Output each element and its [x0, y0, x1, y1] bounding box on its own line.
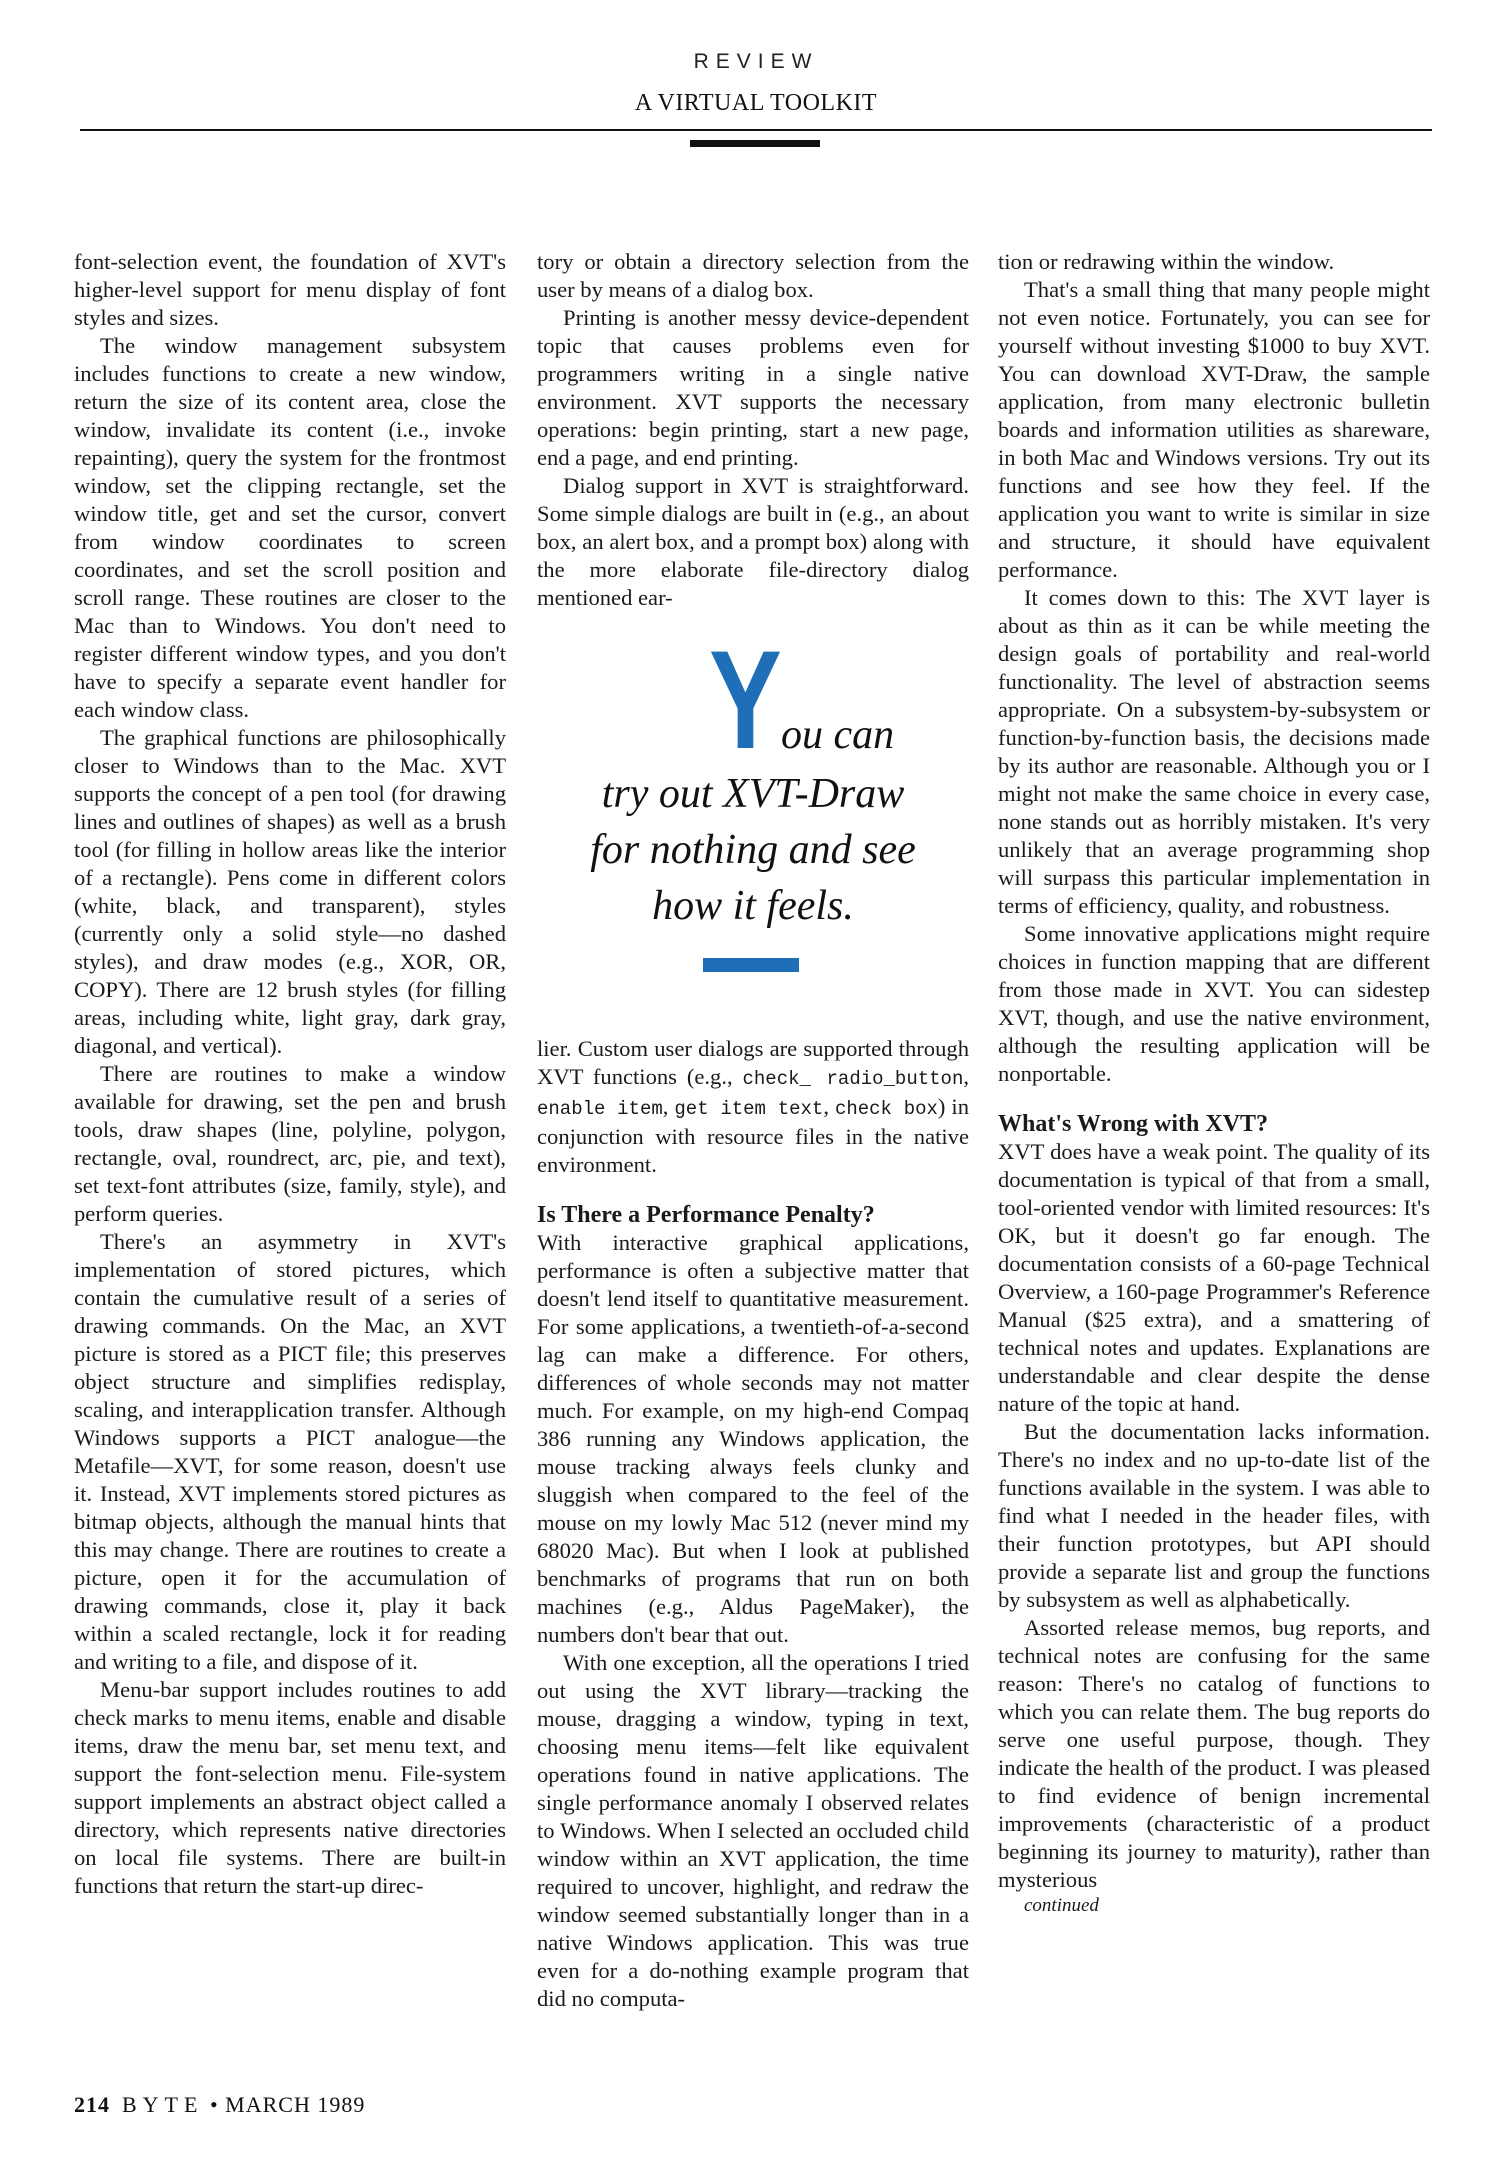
- column-1: [74, 248, 506, 1900]
- pull-quote-body: [537, 766, 969, 934]
- column-3: [998, 248, 1430, 1918]
- pull-quote-bar: [703, 958, 799, 972]
- paragraph: There are routines to make a window available for drawing, set the pen and brush tools, draw shapes (line, polyline, polygon, rectangle, oval, roundrect, arc, pie, and text), set text-font attributes (size, family, style), and perform queries.: [74, 1061, 506, 1226]
- paragraph: Dialog support in XVT is straightforward. Some simple dialogs are built in (e.g., an about box, an alert box, and a prompt box) along with the more elaborate file-directory dialog mentioned ear-: [537, 473, 969, 610]
- pull-quote-line: try out XVT-Draw: [601, 771, 905, 817]
- page-number: 214: [74, 2092, 110, 2117]
- paragraph: Some innovative applications might require choices in function mapping that are different from those made in XVT. You can sidestep XVT, though, and use the native environment, although the resulting application will be nonportable.: [998, 921, 1430, 1086]
- paragraph: With one exception, all the operations I tried out using the XVT library—tracking the mouse, dragging a window, typing in text, choosing menu items—felt like equivalent operations found in native applications. The single performance anomaly I observed relates to Windows. When I selected an occluded child window within an XVT application, the time required to uncover, highlight, and redraw the window seemed substantially longer than in a native Windows application. This was true even for a do-nothing example program that did no computa-: [537, 1650, 969, 2011]
- section-heading: Is There a Performance Penalty?: [537, 1202, 875, 1228]
- paragraph: The graphical functions are philosophically closer to Windows than to the Mac. XVT supports the concept of a pen tool (for drawing lines and outlines of shapes) as well as a brush tool (for filling in hollow areas like the interior of a rectangle). Pens come in different colors (white, black, and transparent), styles (currently only a solid style—no dashed styles), and draw modes (e.g., XOR, OR, COPY). There are 12 brush styles (for filling areas, including white, light gray, dark gray, diagonal, and vertical).: [74, 725, 506, 1058]
- paragraph: The window management subsystem includes functions to create a new window, return the size of its content area, close the window, invalidate its content (i.e., invoke repainting), query the system for the frontmost window, set the clipping rectangle, set the window title, get and set the cursor, convert from window coordinates to screen coordinates, and set the scroll position and scroll range. These routines are closer to the Mac than to Windows. You don't need to register different window types, and you don't have to specify a separate event handler for each window class.: [74, 333, 506, 722]
- continued-note: continued: [1024, 1895, 1099, 1916]
- paragraph: That's a small thing that many people might not even notice. Fortunately, you can see for yourself without investing $1000 to buy XVT. You can download XVT-Draw, the sample application, from many electronic bulletin boards and information utilities as shareware, in both Mac and Windows versions. Try out its functions and see how they feel. If the application you want to write is similar in size and structure, it should have equivalent performance.: [998, 277, 1430, 582]
- page-folio: [74, 2092, 365, 2118]
- paragraph: Printing is another messy device-dependent topic that causes problems even for programmers writing in a single native environment. XVT supports the necessary operations: begin printing, start a new page, end a page, and end printing.: [537, 305, 969, 470]
- pull-quote-line: for nothing and see: [590, 827, 916, 873]
- code-snippet: check box: [834, 1098, 938, 1120]
- issue-date: MARCH 1989: [225, 2092, 366, 2117]
- paragraph: With interactive graphical applications, performance is often a subjective matter that doesn't lend itself to quantitative measurement. For some applications, a twentieth-of-a-second lag can make a difference. For others, differences of whole seconds may not matter much. For example, on my high-end Compaq 386 running any Windows application, the mouse tracking always feels clunky and sluggish when compared to the feel of the mouse on my lowly Mac 512 (never mind my 68020 Mac). But when I look at published benchmarks of programs that run on both machines (e.g., Aldus PageMaker), the numbers don't bear that out.: [537, 1230, 969, 1647]
- paragraph: Assorted release memos, bug reports, and technical notes are confusing for the same reason: There's no catalog of functions to which you can relate them. The bug reports do serve one useful purpose, though. They indicate the health of the product. I was pleased to find evidence of benign incremental improvements (characteristic of a product beginning its journey to maturity), rather than mysterious: [998, 1615, 1430, 1892]
- magazine-name: BYTE: [122, 2092, 204, 2117]
- paragraph: There's an asymmetry in XVT's implementation of stored pictures, which contain the cumulative result of a series of drawing commands. On the Mac, an XVT picture is stored as a PICT file; this preserves object structure and simplifies redisplay, scaling, and interapplication transfer. Although Windows supports a PICT analogue—the Metafile—XVT, for some reason, doesn't use it. Instead, XVT implements stored pictures as bitmap objects, although the manual hints that this may change. There are routines to create a picture, open it for the accumulation of drawing commands, close it, play it back within a scaled rectangle, lock it for reading and writing to a file, and dispose of it.: [74, 1229, 506, 1674]
- paragraph: Menu-bar support includes routines to add check marks to menu items, enable and disable items, draw the menu bar, set menu text, and support the font-selection menu. File-system support implements an abstract object called a directory, which represents native directories on local file systems. There are built-in functions that return the start-up direc-: [74, 1677, 506, 1898]
- pull-quote-initial: Y: [709, 621, 782, 778]
- section-heading: What's Wrong with XVT?: [998, 1111, 1269, 1137]
- paragraph: tory or obtain a directory selection from the user by means of a dialog box.: [537, 249, 969, 302]
- pull-quote: [537, 621, 969, 1020]
- section-kicker: REVIEW: [693, 50, 819, 73]
- paragraph: It comes down to this: The XVT layer is about as thin as it can be while meeting the design goals of portability and real-world functionality. The level of abstraction seems appropriate. On a subsystem-by-subsystem or function-by-function basis, the decisions made by its author are reasonable. Although you or I might not make the same choice in every case, none stands out as horribly mistaken. It's very unlikely that an average programming shop will surpass this particular implementation in terms of efficiency, quality, and robustness.: [998, 585, 1430, 918]
- code-snippet: get item text: [674, 1098, 824, 1120]
- folio-separator: •: [209, 2092, 219, 2117]
- column-2-lower: [537, 1035, 969, 2013]
- paragraph: tion or redrawing within the window.: [998, 249, 1335, 274]
- pull-quote-line: ou can: [781, 712, 895, 758]
- paragraph: lier. Custom user dialogs are supported through XVT functions (e.g., check_ radio_button, enable item, get item text, check box) in conjunction with resource files in the native environment.: [537, 1036, 970, 1177]
- paragraph: font-selection event, the foundation of XVT's higher-level support for menu display of font styles and sizes.: [74, 249, 506, 330]
- header-accent-bar: [690, 140, 820, 147]
- header-rule: [80, 129, 1432, 131]
- code-snippet: enable item: [537, 1098, 663, 1120]
- code-snippet: check_ radio_button: [742, 1068, 964, 1090]
- pull-quote-line: how it feels.: [652, 883, 854, 929]
- paragraph: XVT does have a weak point. The quality of its documentation is typical of that from a small, tool-oriented vendor with limited resources: It's OK, but it doesn't go far enough. The documentation consists of a 60-page Technical Overview, a 160-page Programmer's Reference Manual ($25 extra), and a smattering of technical notes and updates. Explanations are understandable and clear despite the dense nature of the topic at hand.: [998, 1139, 1430, 1416]
- column-2-upper: [537, 248, 969, 612]
- running-title: A VIRTUAL TOOLKIT: [634, 90, 878, 116]
- paragraph: But the documentation lacks information. There's no index and no up-to-date list of the functions available in the system. I was able to find what I needed in the header files, with their function prototypes, but API should provide a separate list and group the functions by subsystem as well as alphabetically.: [998, 1419, 1430, 1612]
